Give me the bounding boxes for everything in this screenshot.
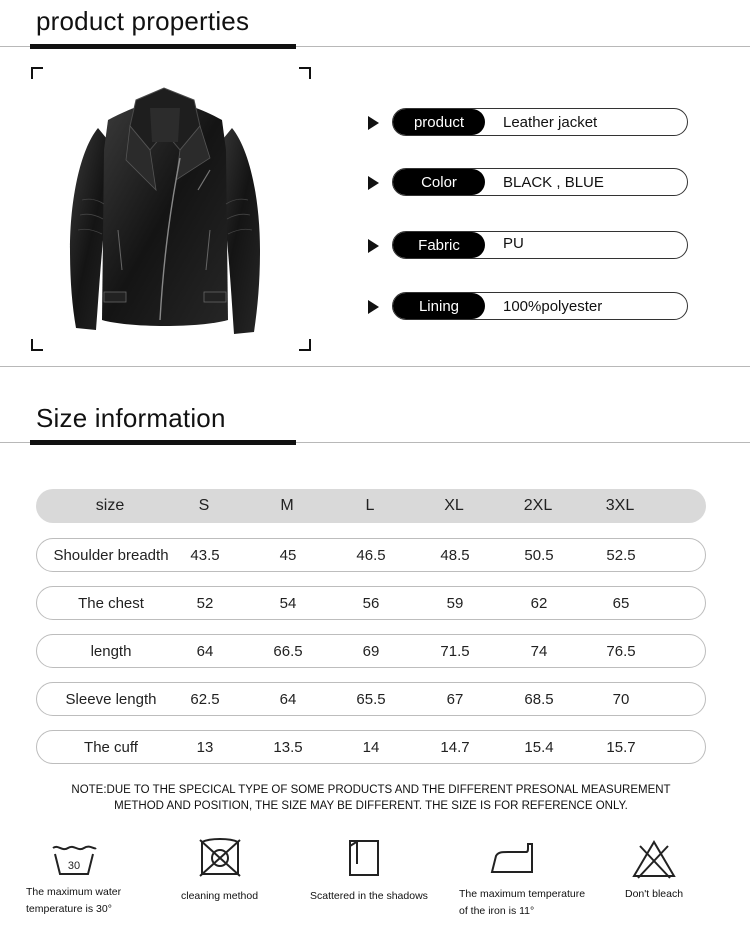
table-cell: 50.5 bbox=[524, 546, 554, 564]
property-label: Fabric bbox=[393, 232, 485, 258]
header-cell: L bbox=[365, 497, 375, 514]
table-cell: 59 bbox=[446, 594, 464, 612]
iron-icon bbox=[488, 840, 536, 880]
table-cell: 62.5 bbox=[190, 690, 220, 708]
property-value: 100%polyester bbox=[503, 298, 603, 315]
row-label: The chest bbox=[78, 594, 144, 612]
care-text-bleach bbox=[625, 886, 683, 903]
play-arrow-icon bbox=[368, 116, 379, 130]
table-cell: 45 bbox=[279, 546, 297, 564]
row-label: length bbox=[90, 642, 132, 660]
no-bleach-icon bbox=[630, 840, 678, 880]
properties-title-underline bbox=[30, 44, 296, 49]
table-row bbox=[36, 730, 706, 764]
table-cell: 66.5 bbox=[273, 642, 303, 660]
care-text-line: temperature is 30° bbox=[26, 903, 112, 915]
property-value: BLACK , BLUE bbox=[503, 174, 604, 191]
frame-corner-bottom-left bbox=[31, 339, 43, 351]
care-text-line: of the iron is 11° bbox=[459, 905, 535, 917]
property-pill bbox=[392, 168, 688, 196]
size-title: Size information bbox=[36, 403, 226, 433]
section-divider bbox=[0, 366, 750, 367]
table-cell: 65.5 bbox=[356, 690, 386, 708]
table-cell: 76.5 bbox=[606, 642, 636, 660]
property-value: PU bbox=[503, 235, 524, 252]
play-arrow-icon bbox=[368, 300, 379, 314]
care-text-line: The maximum temperature bbox=[459, 888, 586, 900]
size-note bbox=[40, 782, 702, 814]
play-arrow-icon bbox=[368, 176, 379, 190]
header-cell: S bbox=[198, 497, 210, 514]
care-text-line: Don't bleach bbox=[625, 888, 684, 900]
table-cell: 14 bbox=[362, 738, 380, 756]
table-cell: 15.4 bbox=[524, 738, 554, 756]
header-cell: 2XL bbox=[523, 497, 553, 514]
care-text-iron bbox=[459, 886, 585, 920]
size-note-line-2: METHOD AND POSITION, THE SIZE MAY BE DIFFERENT. THE SIZE IS FOR REFERENCE ONLY. bbox=[114, 800, 628, 812]
property-label: product bbox=[393, 109, 485, 135]
wash-30-icon bbox=[50, 842, 98, 882]
table-cell: 68.5 bbox=[524, 690, 554, 708]
frame-corner-top-right bbox=[299, 67, 311, 79]
size-title-underline bbox=[30, 440, 296, 445]
size-note-line-1: NOTE:DUE TO THE SPECICAL TYPE OF SOME PRODUCTS AND THE DIFFERENT PRESONAL MEASUREMENT bbox=[71, 784, 671, 796]
table-cell: 54 bbox=[279, 594, 297, 612]
table-cell: 52.5 bbox=[606, 546, 636, 564]
property-fabric-row bbox=[368, 231, 690, 261]
wash-temperature-label: 30 bbox=[67, 860, 81, 872]
property-value: Leather jacket bbox=[503, 114, 598, 131]
table-cell: 48.5 bbox=[440, 546, 470, 564]
leather-jacket-image bbox=[60, 80, 270, 338]
property-product-row bbox=[368, 108, 690, 138]
table-cell: 56 bbox=[362, 594, 380, 612]
frame-corner-top-left bbox=[31, 67, 43, 79]
play-arrow-icon bbox=[368, 239, 379, 253]
property-pill bbox=[392, 292, 688, 320]
row-label: Sleeve length bbox=[65, 690, 157, 708]
dry-in-shade-icon bbox=[340, 838, 388, 878]
header-cell: M bbox=[280, 497, 294, 514]
table-cell: 15.7 bbox=[606, 738, 636, 756]
table-cell: 64 bbox=[279, 690, 297, 708]
table-cell: 13 bbox=[196, 738, 214, 756]
property-label: Color bbox=[393, 169, 485, 195]
header-cell: 3XL bbox=[605, 497, 635, 514]
care-text-shade bbox=[310, 888, 428, 905]
size-table-header bbox=[36, 489, 706, 523]
table-cell: 65 bbox=[612, 594, 630, 612]
table-cell: 64 bbox=[196, 642, 214, 660]
header-cell: size bbox=[95, 497, 125, 514]
table-cell: 43.5 bbox=[190, 546, 220, 564]
table-row bbox=[36, 538, 706, 572]
care-text-wash bbox=[26, 884, 121, 918]
properties-title: product properties bbox=[36, 6, 250, 36]
table-cell: 67 bbox=[446, 690, 464, 708]
table-cell: 69 bbox=[362, 642, 380, 660]
care-text-line: The maximum water bbox=[26, 886, 122, 898]
property-color-row bbox=[368, 168, 690, 198]
frame-corner-bottom-right bbox=[299, 339, 311, 351]
table-cell: 52 bbox=[196, 594, 214, 612]
header-cell: XL bbox=[444, 497, 464, 514]
table-cell: 70 bbox=[612, 690, 630, 708]
property-lining-row bbox=[368, 292, 690, 322]
property-pill bbox=[392, 231, 688, 259]
care-text-cleaning bbox=[181, 888, 258, 905]
property-label: Lining bbox=[393, 293, 485, 319]
no-tumble-dry-icon bbox=[196, 838, 244, 878]
row-label: The cuff bbox=[84, 738, 138, 756]
table-cell: 13.5 bbox=[273, 738, 303, 756]
table-cell: 71.5 bbox=[440, 642, 470, 660]
table-row bbox=[36, 682, 706, 716]
care-text-line: Scattered in the shadows bbox=[310, 890, 428, 902]
table-row bbox=[36, 634, 706, 668]
row-label: Shoulder breadth bbox=[53, 546, 169, 564]
table-cell: 74 bbox=[530, 642, 548, 660]
table-cell: 14.7 bbox=[440, 738, 470, 756]
table-cell: 46.5 bbox=[356, 546, 386, 564]
property-pill bbox=[392, 108, 688, 136]
care-text-line: cleaning method bbox=[181, 890, 259, 902]
table-cell: 62 bbox=[530, 594, 548, 612]
table-row bbox=[36, 586, 706, 620]
